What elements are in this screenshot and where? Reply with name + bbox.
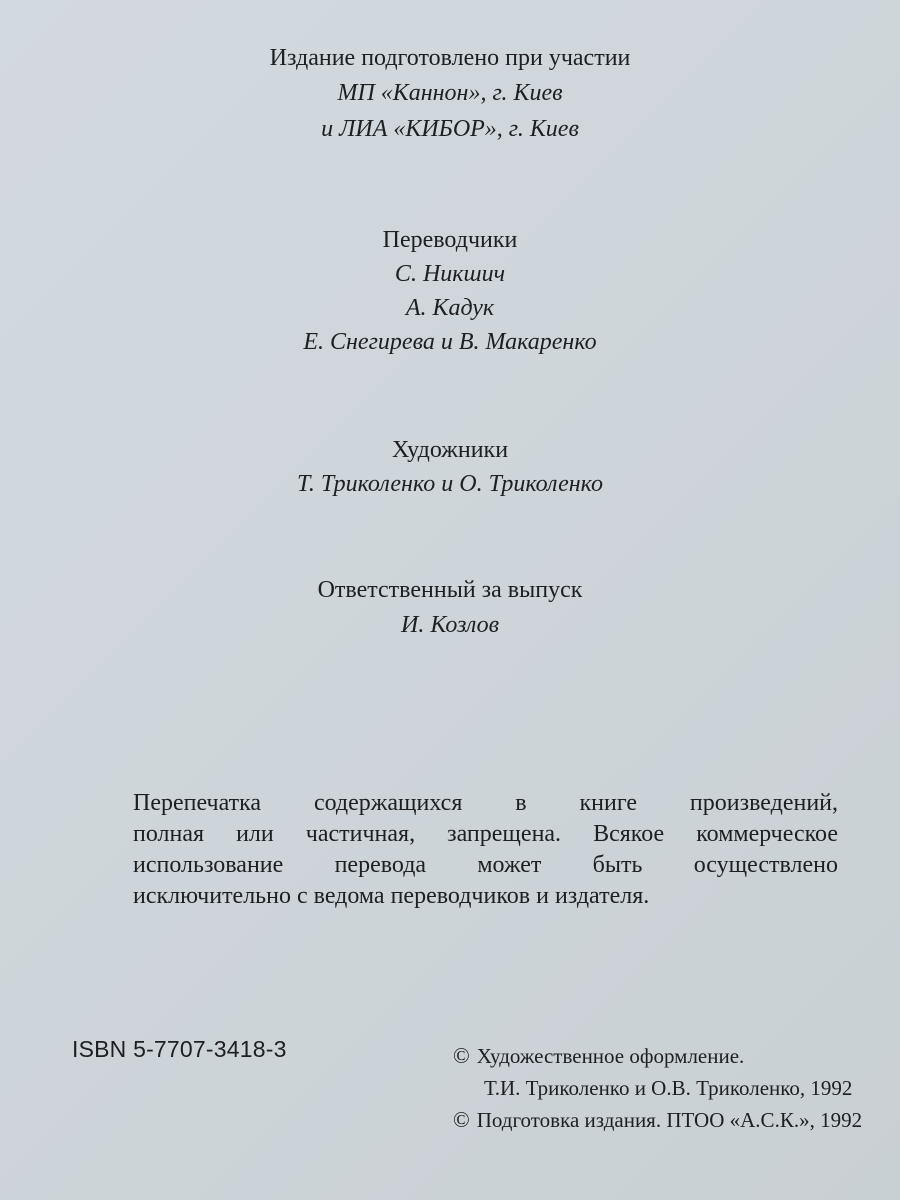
copyright-text-1: Художественное оформление. <box>476 1044 745 1068</box>
translator-name-2: А. Кадук <box>405 295 495 321</box>
copyright-symbol: © <box>453 1043 470 1068</box>
editor-heading: Ответственный за выпуск <box>317 577 583 603</box>
copyright-text-3: Подготовка издания. ПТОО «А.С.К.», 1992 <box>476 1108 863 1132</box>
editor-name: И. Козлов <box>401 612 499 638</box>
copyright-line-3 <box>453 1109 862 1131</box>
publication-line-2: МП «Каннон», г. Киев <box>337 80 563 106</box>
copyright-notice-line-1: Перепечатка содержащихся в книге произведений, <box>133 790 838 816</box>
isbn-number: ISBN 5-7707-3418-3 <box>72 1036 287 1062</box>
copyright-symbol-2: © <box>453 1107 470 1132</box>
translator-name-1: С. Никшич <box>394 261 506 287</box>
copyright-line-1 <box>453 1045 744 1067</box>
artists-names: Т. Триколенко и О. Триколенко <box>297 471 603 497</box>
artists-heading: Художники <box>391 437 509 463</box>
copyright-notice-line-4: исключительно с ведома переводчиков и издателя. <box>133 883 650 909</box>
publication-line-1: Издание подготовлено при участии <box>269 45 631 71</box>
translators-heading: Переводчики <box>382 227 518 253</box>
copyright-notice-line-2: полная или частичная, запрещена. Всякое коммерческое <box>133 821 838 847</box>
translator-name-3: Е. Снегирева и В. Макаренко <box>303 329 597 355</box>
copyright-line-2: Т.И. Триколенко и О.В. Триколенко, 1992 <box>484 1076 853 1100</box>
publication-line-3: и ЛИА «КИБОР», г. Киев <box>321 116 579 142</box>
copyright-notice-line-3: использование перевода может быть осуществлено <box>133 852 838 878</box>
